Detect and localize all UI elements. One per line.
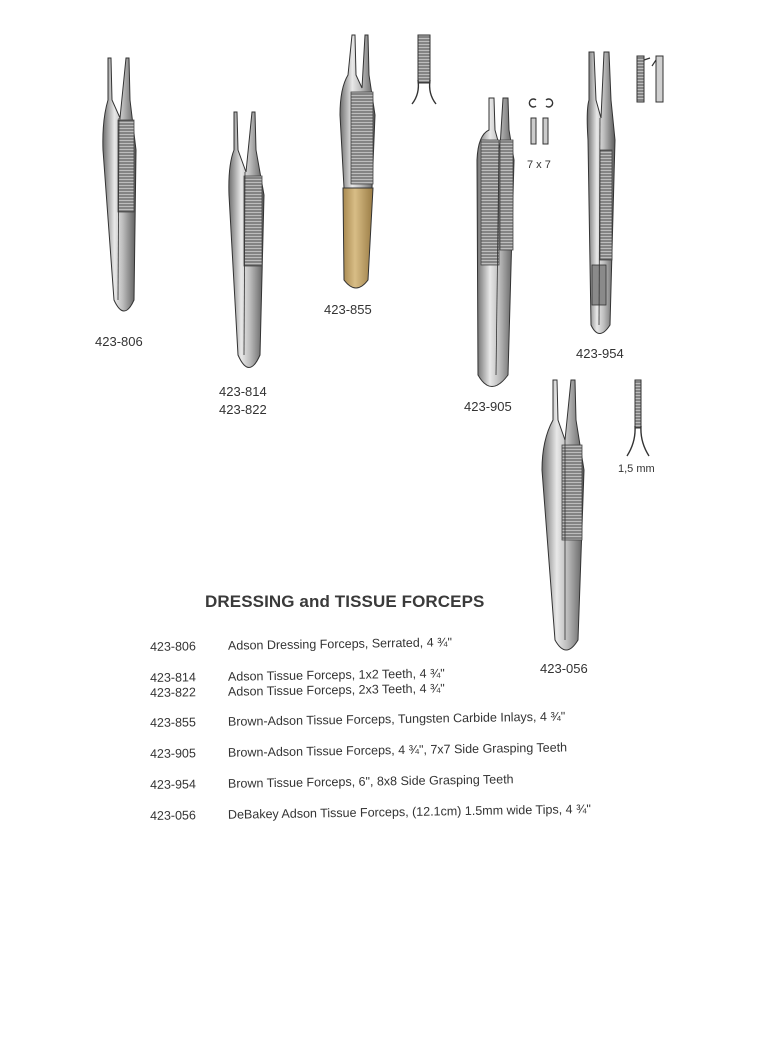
catalog-description: Brown Tissue Forceps, 6", 8x8 Side Grasping Teeth xyxy=(227,772,514,791)
catalog-code: 423-905 xyxy=(149,746,196,761)
label-tip-width: 1,5 mm xyxy=(618,463,655,475)
tip-detail-423-954 xyxy=(637,56,663,102)
label-teeth-7x7: 7 x 7 xyxy=(527,159,551,171)
label-423-814: 423-814 xyxy=(219,384,267,399)
catalog-description: Adson Tissue Forceps, 2x3 Teeth, 4 ¾" xyxy=(227,681,445,699)
catalog-description: Adson Tissue Forceps, 1x2 Teeth, 4 ¾" xyxy=(227,666,445,684)
label-423-822: 423-822 xyxy=(219,402,267,417)
catalog-code: 423-806 xyxy=(149,639,196,654)
catalog-description: Brown-Adson Tissue Forceps, 4 ¾", 7x7 Side Grasping Teeth xyxy=(227,740,568,760)
forceps-423-806-image xyxy=(103,58,136,311)
catalog-code: 423-056 xyxy=(149,808,196,823)
page-title: DRESSING and TISSUE FORCEPS xyxy=(205,592,485,611)
forceps-423-056-image xyxy=(542,380,584,650)
tip-detail-423-056 xyxy=(627,380,649,456)
forceps-423-954-image xyxy=(587,52,615,334)
label-423-056: 423-056 xyxy=(540,661,588,676)
label-423-905: 423-905 xyxy=(464,399,512,414)
forceps-423-814-image xyxy=(229,112,264,368)
label-423-855: 423-855 xyxy=(324,302,372,317)
catalog-description: DeBakey Adson Tissue Forceps, (12.1cm) 1.5mm wide Tips, 4 ¾" xyxy=(227,802,591,822)
label-423-954: 423-954 xyxy=(576,346,624,361)
tip-detail-423-905 xyxy=(529,99,552,144)
tip-detail-423-855 xyxy=(412,35,436,104)
forceps-423-905-image xyxy=(477,98,514,387)
catalog-code: 423-814 xyxy=(149,670,196,685)
catalog-code: 423-855 xyxy=(149,715,196,730)
forceps-423-855-image xyxy=(340,35,375,288)
catalog-code: 423-954 xyxy=(149,777,196,792)
catalog-code: 423-822 xyxy=(149,685,196,700)
catalog-description: Brown-Adson Tissue Forceps, Tungsten Carbide Inlays, 4 ¾" xyxy=(227,709,566,729)
label-423-806: 423-806 xyxy=(95,334,143,349)
catalog-description: Adson Dressing Forceps, Serrated, 4 ¾" xyxy=(227,635,453,653)
